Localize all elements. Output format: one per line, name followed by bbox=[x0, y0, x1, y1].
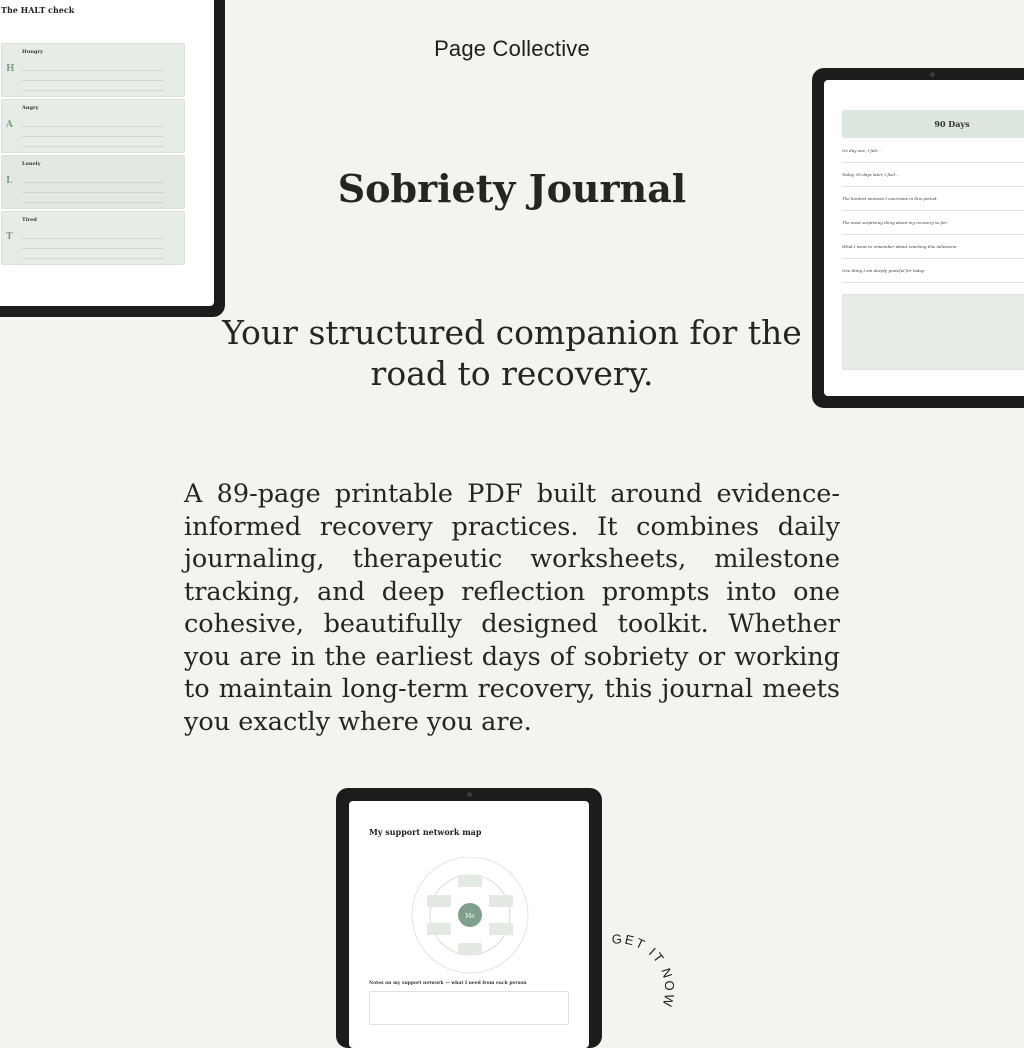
halt-letter: T bbox=[6, 232, 13, 242]
get-it-now-text: GET IT NOW bbox=[611, 931, 678, 1010]
tablet-screen bbox=[824, 80, 1024, 396]
tablet-screen bbox=[349, 801, 589, 1048]
tablet-halt-preview bbox=[0, 0, 225, 317]
halt-row bbox=[1, 155, 185, 209]
halt-letter: L bbox=[6, 176, 13, 186]
halt-letter: A bbox=[6, 120, 13, 130]
halt-letter: H bbox=[6, 64, 15, 74]
prompt-line: The hardest moment I overcame in this period: bbox=[842, 196, 1024, 211]
subtitle: Your structured companion for the road to recovery. bbox=[222, 313, 802, 393]
network-title: My support network map bbox=[369, 827, 482, 837]
svg-text:GET IT NOW bbox=[612, 931, 678, 1009]
camera-icon bbox=[930, 72, 935, 77]
network-diagram bbox=[405, 857, 535, 987]
halt-word: Angry bbox=[22, 105, 39, 111]
brand-name: Page Collective bbox=[434, 36, 590, 61]
prompt-line: On day one, I felt... bbox=[842, 148, 1024, 163]
halt-row bbox=[1, 211, 185, 265]
halt-row bbox=[1, 43, 185, 97]
milestone-days: 90 Days bbox=[934, 119, 970, 129]
halt-word: Tired bbox=[22, 217, 37, 223]
network-notes-box bbox=[369, 991, 569, 1025]
prompt-line: What I want to remember about reaching this milestone: bbox=[842, 244, 1024, 259]
tablet-screen bbox=[0, 0, 214, 306]
prompt-line: Today, 90 days later, I feel... bbox=[842, 172, 1024, 187]
message-box bbox=[842, 294, 1024, 370]
halt-title: The HALT check bbox=[1, 5, 75, 15]
description: A 89-page printable PDF built around evidence-informed recovery practices. It combines daily journaling, therapeutic worksheets, milestone tracking, and deep reflection prompts into one cohesive, beautifully designed toolkit. Whether you are in the earliest days of sobriety or working to maintain long-term recovery, this journal meets you exactly where you are. bbox=[184, 479, 840, 737]
halt-word: Lonely bbox=[22, 161, 41, 167]
page-title: Sobriety Journal bbox=[337, 166, 687, 211]
camera-icon bbox=[467, 792, 472, 797]
tablet-milestone-preview bbox=[812, 68, 1024, 408]
network-center: Me bbox=[465, 913, 475, 920]
halt-row bbox=[1, 99, 185, 153]
halt-word: Hungry bbox=[22, 49, 44, 55]
get-it-now-badge[interactable] bbox=[598, 930, 688, 1020]
prompt-line: One thing I am deeply grateful for today: bbox=[842, 268, 1024, 283]
prompt-line: The most surprising thing about my recovery so far: bbox=[842, 220, 1024, 235]
tablet-network-preview bbox=[336, 788, 602, 1048]
milestone-banner bbox=[842, 110, 1024, 138]
network-notes-label: Notes on my support network — what I need from each person bbox=[369, 981, 527, 986]
